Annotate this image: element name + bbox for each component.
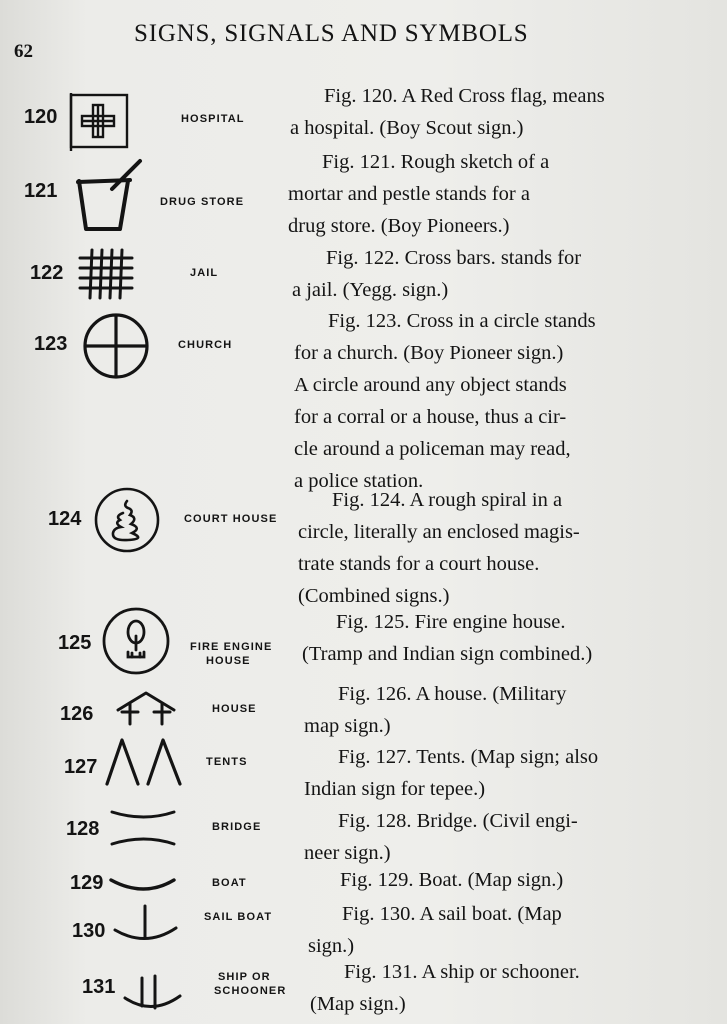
page-number: 62 — [14, 41, 33, 62]
figure-number-131: 131 — [82, 976, 116, 998]
red-cross-flag-icon — [68, 93, 130, 153]
symbol-label-sail-boat: SAIL BOAT — [204, 911, 273, 923]
figure-caption-121: Fig. 121. Rough sketch of a mortar and pestle stands for a drug store. (Boy Pioneers.) — [288, 151, 550, 237]
figure-number-120: 120 — [24, 106, 58, 128]
sail-boat-icon — [112, 902, 180, 944]
figure-caption-126: Fig. 126. A house. (Military map sign.) — [304, 683, 567, 737]
figure-caption-120: Fig. 120. A Red Cross flag, means a hospital. (Boy Scout sign.) — [290, 85, 605, 139]
figure-number-125: 125 — [58, 632, 92, 654]
figure-number-121: 121 — [24, 180, 58, 202]
figure-number-128: 128 — [66, 818, 100, 840]
symbol-label-fire-engine-house: FIRE ENGINE HOUSE — [190, 641, 273, 667]
symbol-label-court-house: COURT HOUSE — [184, 513, 278, 525]
symbol-label-jail: JAIL — [190, 267, 219, 279]
symbol-label-boat: BOAT — [212, 877, 247, 889]
figure-number-124: 124 — [48, 508, 82, 530]
symbol-label-house: HOUSE — [212, 703, 257, 715]
bridge-icon — [108, 808, 178, 848]
figure-number-129: 129 — [70, 872, 104, 894]
figure-number-126: 126 — [60, 703, 94, 725]
boat-icon — [108, 876, 178, 896]
ship-schooner-icon — [122, 968, 184, 1012]
figure-caption-129: Fig. 129. Boat. (Map sign.) — [340, 869, 564, 891]
fire-engine-house-icon — [100, 605, 172, 677]
running-head: SIGNS, SIGNALS AND SYMBOLS — [134, 20, 529, 47]
symbol-label-bridge: BRIDGE — [212, 821, 262, 833]
spiral-in-circle-icon — [92, 485, 162, 555]
figure-caption-122: Fig. 122. Cross bars. stands for a jail. (Yegg. sign.) — [292, 247, 582, 301]
figure-caption-123: Fig. 123. Cross in a circle stands for a church. (Boy Pioneer sign.) A circle around any object stands for a corral or a house, thus a cir- cle around a policeman may read, a police station. — [294, 310, 596, 492]
symbol-label-hospital: HOSPITAL — [181, 113, 245, 125]
figure-number-130: 130 — [72, 920, 106, 942]
house-icon — [114, 690, 180, 726]
symbol-label-drug-store: DRUG STORE — [160, 196, 245, 208]
symbol-label-church: CHURCH — [178, 339, 233, 351]
symbol-label-tents: TENTS — [206, 756, 248, 768]
figure-caption-131: Fig. 131. A ship or schooner. (Map sign.) — [310, 961, 580, 1015]
figure-number-123: 123 — [34, 333, 68, 355]
figure-caption-124: Fig. 124. A rough spiral in a circle, literally an enclosed magis- trate stands for a court house. (Combined signs.) — [298, 489, 580, 607]
figure-number-122: 122 — [30, 262, 64, 284]
figure-caption-125: Fig. 125. Fire engine house. (Tramp and Indian sign combined.) — [302, 611, 593, 665]
tents-icon — [104, 736, 184, 788]
cross-in-circle-icon — [80, 310, 152, 382]
figure-caption-127: Fig. 127. Tents. (Map sign; also Indian sign for tepee.) — [304, 746, 599, 800]
symbol-label-ship-schooner: SHIP OR SCHOONER — [214, 971, 287, 997]
figure-number-127: 127 — [64, 756, 98, 778]
mortar-pestle-icon — [76, 155, 144, 233]
figure-caption-130: Fig. 130. A sail boat. (Map sign.) — [308, 903, 562, 957]
figure-caption-128: Fig. 128. Bridge. (Civil engi- neer sign.) — [304, 810, 578, 864]
cross-bars-icon — [78, 248, 134, 300]
